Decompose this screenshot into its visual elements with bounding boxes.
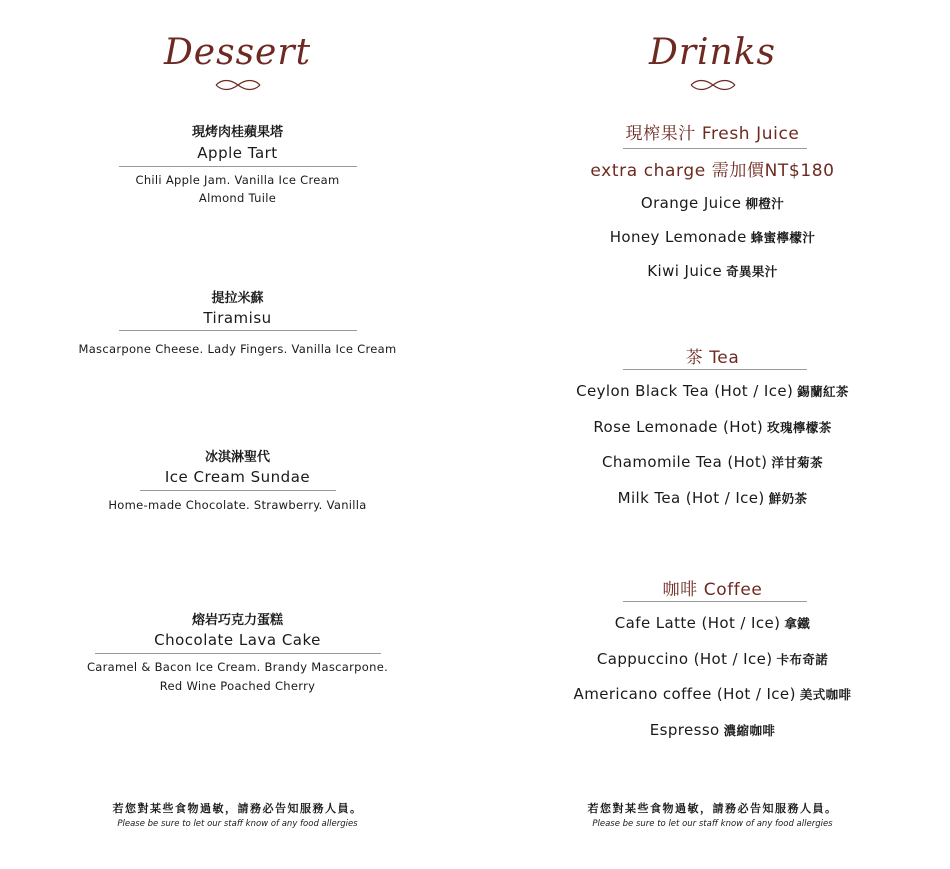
drink-name: Rose Lemonade (Hot): [593, 418, 764, 436]
drink-name: Ceylon Black Tea (Hot / Ice): [576, 382, 794, 400]
drink-item: [475, 228, 950, 246]
drink-item: [475, 685, 950, 703]
drink-item: [475, 614, 950, 632]
dessert-item-desc: Chili Apple Jam. Vanilla Ice Cream: [135, 173, 340, 187]
allergy-notice-zh: 若您對某些食物過敏，請務必告知服務人員。: [112, 802, 363, 815]
allergy-notice-en: Please be sure to let our staff know of any food allergies: [592, 819, 833, 829]
drink-name: Chamomile Tea (Hot): [602, 453, 768, 471]
drink-name: Honey Lemonade: [609, 228, 747, 246]
drink-name: Orange Juice: [640, 194, 742, 212]
dessert-item-desc: Red Wine Poached Cherry: [159, 679, 316, 693]
divider: [95, 653, 381, 654]
drink-name-zh: 柳橙汁: [745, 196, 785, 211]
dessert-item-en: Apple Tart: [197, 144, 278, 162]
dessert-item-desc: Caramel & Bacon Ice Cream. Brandy Mascarpone.: [86, 660, 389, 674]
drink-name-zh: 錫蘭紅茶: [797, 384, 849, 399]
dessert-item-desc: Home-made Chocolate. Strawberry. Vanilla: [108, 498, 367, 512]
dessert-item-desc: Almond Tuile: [198, 191, 277, 205]
drink-name-zh: 拿鐵: [784, 616, 811, 631]
dessert-item-en: Tiramisu: [203, 309, 272, 327]
drink-name: Americano coffee (Hot / Ice): [573, 685, 796, 703]
drink-name-zh: 濃縮咖啡: [723, 723, 776, 738]
juice-extra-charge: extra charge 需加價NT$180: [590, 161, 835, 181]
tea-section-header: 茶 Tea: [685, 348, 740, 368]
flourish-ornament-icon: [689, 78, 737, 92]
drink-name-zh: 美式咖啡: [799, 687, 852, 702]
drink-name: Kiwi Juice: [647, 262, 723, 280]
dessert-item-zh: 熔岩巧克力蛋糕: [191, 613, 283, 628]
drink-item: [475, 650, 950, 668]
drink-item: [475, 262, 950, 280]
divider: [623, 601, 807, 602]
drink-name-zh: 鮮奶茶: [768, 491, 808, 506]
drink-item: [475, 418, 950, 436]
divider: [119, 330, 357, 331]
divider: [119, 166, 357, 167]
drink-name: Milk Tea (Hot / Ice): [617, 489, 765, 507]
drink-item: [475, 382, 950, 400]
drink-name-zh: 蜂蜜檸檬汁: [750, 230, 816, 245]
divider: [623, 148, 807, 149]
drink-name: Espresso: [649, 721, 720, 739]
drink-item: [475, 453, 950, 471]
dessert-item-zh: 現烤肉桂蘋果塔: [191, 125, 283, 140]
dessert-item-desc: Mascarpone Cheese. Lady Fingers. Vanilla Ice Cream: [78, 342, 397, 356]
juice-section-header: 現榨果汁 Fresh Juice: [625, 124, 800, 144]
dessert-item-en: Ice Cream Sundae: [164, 468, 311, 486]
flourish-ornament-icon: [214, 78, 262, 92]
drink-name-zh: 卡布奇諾: [776, 652, 829, 667]
dessert-item-zh: 冰淇淋聖代: [204, 450, 270, 465]
allergy-notice-zh: 若您對某些食物過敏，請務必告知服務人員。: [587, 802, 838, 815]
drinks-heading: Drinks: [648, 32, 777, 73]
drink-item: [475, 194, 950, 212]
drink-name: Cafe Latte (Hot / Ice): [614, 614, 781, 632]
allergy-notice-en: Please be sure to let our staff know of any food allergies: [117, 819, 358, 829]
dessert-item-zh: 提拉米蘇: [211, 291, 264, 306]
drink-name-zh: 奇異果汁: [726, 264, 778, 279]
divider: [623, 369, 807, 370]
divider: [140, 490, 336, 491]
drink-name-zh: 洋甘菊茶: [771, 455, 823, 470]
drink-item: [475, 489, 950, 507]
coffee-section-header: 咖啡 Coffee: [662, 580, 763, 600]
drink-name-zh: 玫瑰檸檬茶: [767, 420, 832, 435]
drink-item: [475, 721, 950, 739]
dessert-item-en: Chocolate Lava Cake: [154, 631, 321, 649]
drink-name: Cappuccino (Hot / Ice): [596, 650, 773, 668]
dessert-heading: Dessert: [163, 32, 312, 73]
